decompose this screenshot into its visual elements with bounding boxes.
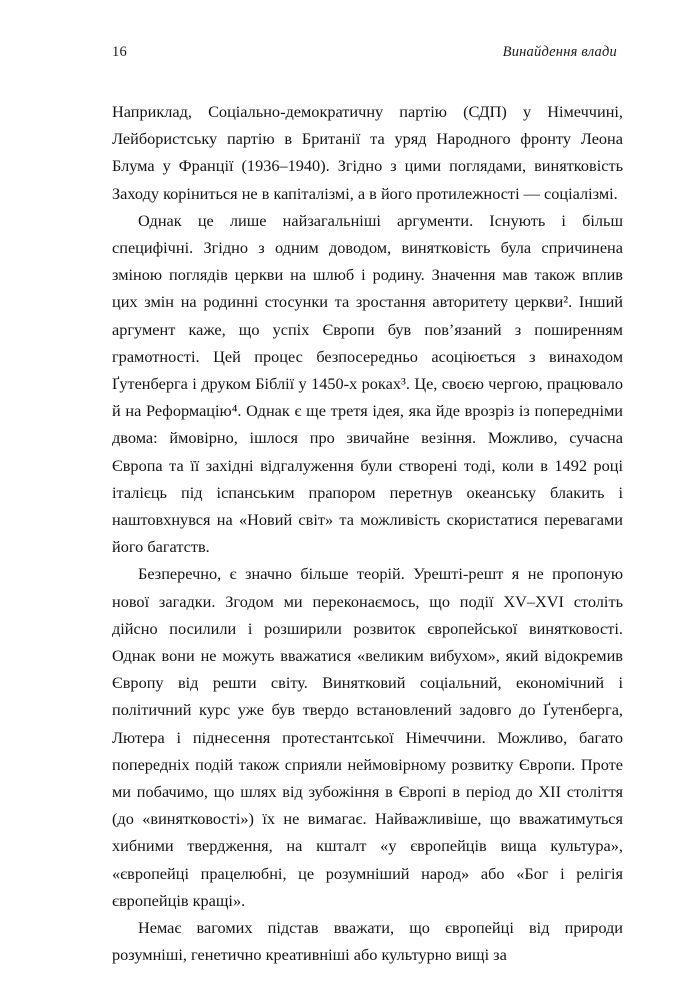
page-number: 16: [112, 44, 127, 60]
running-head-title: Винайдення влади: [502, 44, 617, 60]
running-head: [112, 44, 623, 68]
paragraph: Немає вагомих підстав вважати, що європейці від природи розумніші, генетично креативніші або культурно вищі за: [112, 918, 623, 965]
paragraph: Безперечно, є значно більше теорій. Урешті-решт я не пропоную нової загадки. Згодом ми переконаємось, що події XV–XVI століть дійсно посилили і розширили розвиток європейської винятковості. Однак вони не можуть вважатися «великим вибухом», який відокремив Європу від решти світу. Винятковий соціальний, економічний і політичний курс уже був твердо встановлений задовго до Ґутенберга, Лютера і піднесення протестантської Німеччини. Можливо, багато попередніх подій також сприяли неймовірному розвитку Європи. Проте ми побачимо, що шлях від зубожіння в Європі в період до XII століття (до «винятковості») їх не вимагає. Найважливіше, що вважатимуться хибними твердження, на кшталт «у європейців вища культура», «європейці працелюбні, це розумніший народ» або «Бог і релігія європейців кращі».: [112, 564, 623, 910]
paragraph: Однак це лише найзагальніші аргументи. Існують і більш специфічні. Згідно з одним доводом, винятковість була спричинена зміною поглядів церкви на шлюб і родину. Значення мав також вплив цих змін на родинні стосунки та зростання авторитету церкви². Інший аргумент каже, що успіх Європи був пов’язаний з поширенням грамотності. Цей процес безпосередньо асоціюється з винаходом Ґутенберга і друком Біблії у 1450-х роках³. Це, своєю чергою, працювало й на Реформацію⁴. Однак є ще третя ідея, яка йде врозріз із попередніми двома: ймовірно, ішлося про звичайне везіння. Можливо, сучасна Європа та її західні відгалуження були створені тоді, коли в 1492 році італієць під іспанським прапором перетнув океанську блакить і наштовхнувся на «Новий світ» та можливість скористатися перевагами його багатств.: [112, 210, 623, 557]
body-text: [112, 98, 623, 969]
paragraph: Наприклад, Соціально-демократичну партію (СДП) у Німеччині, Лейбористську партію в Британії та уряд Народного фронту Леона Блума у Франції (1936–1940). Згідно з цими поглядами, винятковість Заходу коріниться не в капіталізмі, а в його протилежності — соціалізмі.: [112, 102, 623, 203]
